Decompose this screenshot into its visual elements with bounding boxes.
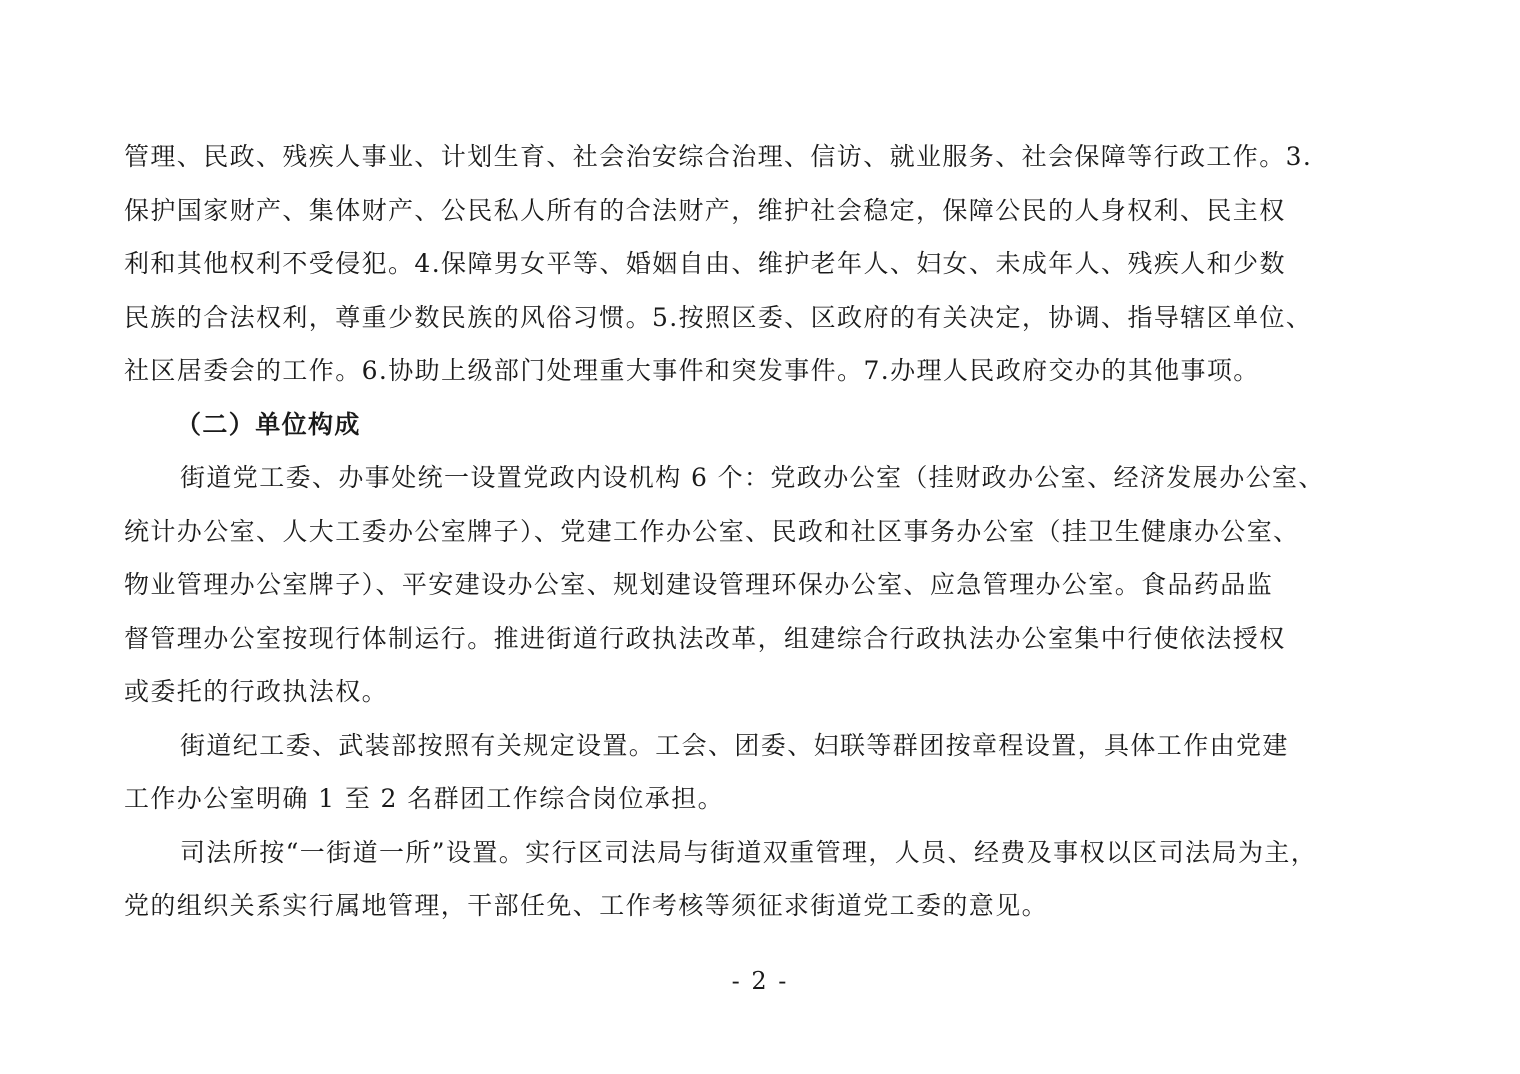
paragraph-line: 社区居委会的工作。6.协助上级部门处理重大事件和突发事件。7.办理人民政府交办的其他事项。 [124, 356, 1260, 385]
paragraph-line: 督管理办公室按现行体制运行。推进街道行政执法改革，组建综合行政执法办公室集中行使依法授权 [124, 624, 1286, 653]
paragraph-line: 或委托的行政执法权。 [124, 677, 389, 706]
paragraph-line: 民族的合法权利，尊重少数民族的风俗习惯。5.按照区委、区政府的有关决定，协调、指导辖区单位、 [124, 303, 1313, 332]
paragraph-line: 党的组织关系实行属地管理，干部任免、工作考核等须征求街道党工委的意见。 [124, 891, 1049, 920]
section-heading: （二）单位构成 [176, 410, 361, 439]
paragraph-line: 街道党工委、办事处统一设置党政内设机构 6 个：党政办公室（挂财政办公室、经济发展办公室、 [180, 463, 1325, 492]
paragraph-line: 工作办公室明确 1 至 2 名群团工作综合岗位承担。 [124, 784, 725, 813]
paragraph-line: 利和其他权利不受侵犯。4.保障男女平等、婚姻自由、维护老年人、妇女、未成年人、残疾人和少数 [124, 249, 1286, 278]
page-number: - 2 - [731, 967, 789, 995]
paragraph-line: 统计办公室、人大工委办公室牌子）、党建工作办公室、民政和社区事务办公室（挂卫生健康办公室、 [124, 517, 1300, 546]
paragraph-line: 保护国家财产、集体财产、公民私人所有的合法财产，维护社会稳定，保障公民的人身权利、民主权 [124, 196, 1286, 225]
paragraph-line: 司法所按“一街道一所”设置。实行区司法局与街道双重管理，人员、经费及事权以区司法局为主， [180, 838, 1318, 867]
paragraph-line: 管理、民政、残疾人事业、计划生育、社会治安综合治理、信访、就业服务、社会保障等行政工作。3. [124, 142, 1313, 171]
paragraph-line: 物业管理办公室牌子）、平安建设办公室、规划建设管理环保办公室、应急管理办公室。食品药品监 [124, 570, 1274, 599]
paragraph-line: 街道纪工委、武装部按照有关规定设置。工会、团委、妇联等群团按章程设置，具体工作由党建 [180, 731, 1289, 760]
